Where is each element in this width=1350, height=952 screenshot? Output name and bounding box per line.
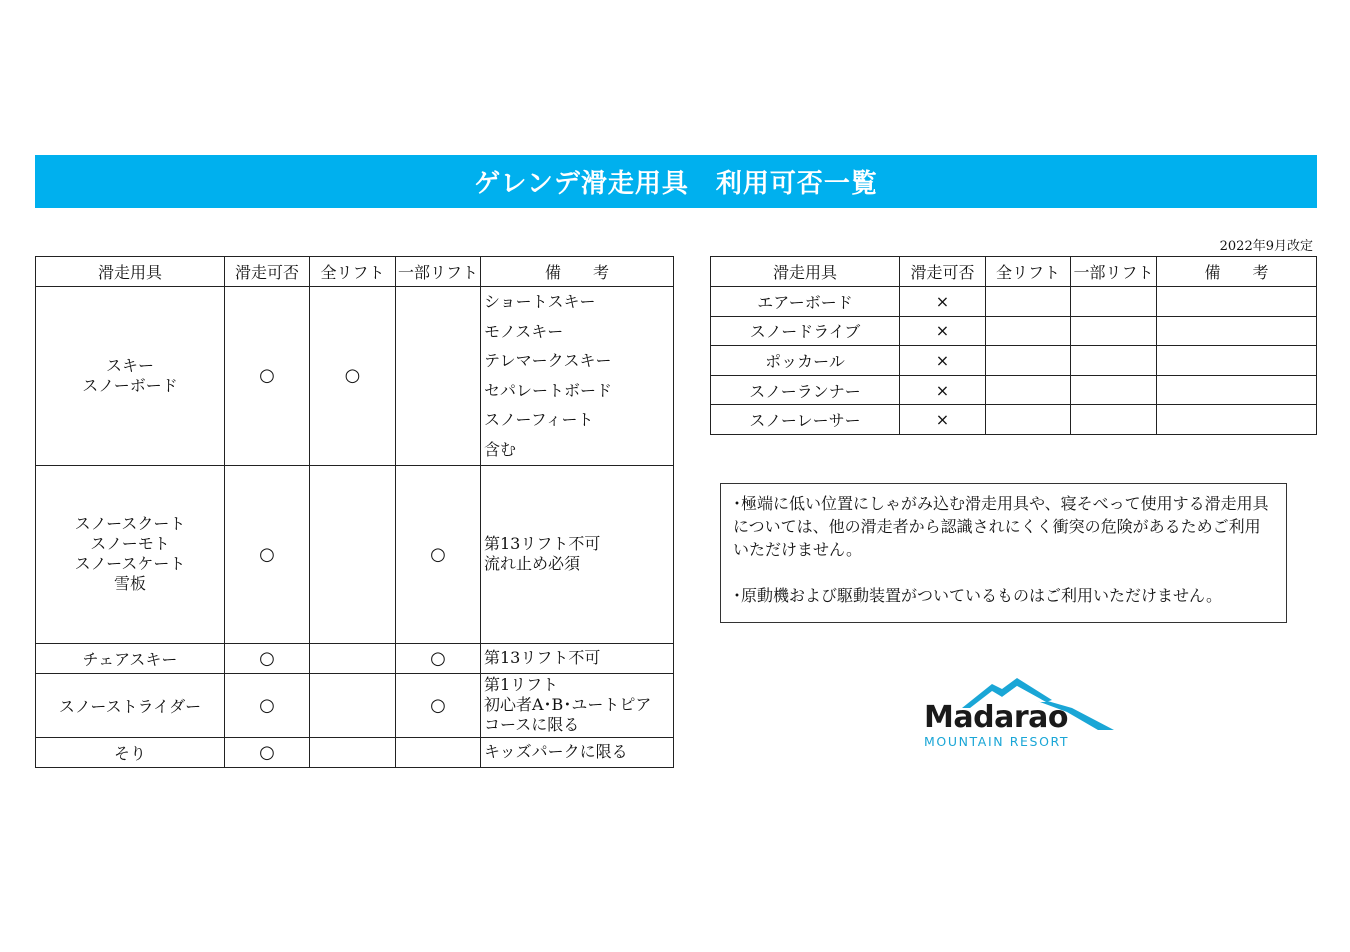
remark-line: テレマークスキー — [484, 351, 612, 371]
equipment-cell — [36, 465, 225, 643]
allowed-mark: ○ — [225, 465, 310, 643]
remark-line: 第1リフト — [484, 675, 559, 695]
equipment-name: 雪板 — [113, 574, 146, 594]
remark-line: スノーフィート — [484, 410, 594, 430]
table-row — [36, 673, 674, 737]
header-some-lifts: 一部リフト — [1071, 257, 1157, 287]
prohibited-equipment-table — [710, 256, 1317, 435]
logo-subtitle: MOUNTAIN RESORT — [924, 734, 1070, 749]
some-lifts-mark — [1071, 346, 1157, 376]
table-row — [36, 737, 674, 767]
remark-line: 含む — [484, 439, 517, 459]
remark-line: コースに限る — [484, 715, 580, 735]
equipment-name: スキー — [105, 355, 154, 375]
remark-line: 初心者A･B･ユートピア — [484, 695, 652, 715]
table-header-row — [36, 257, 674, 287]
table-row — [711, 346, 1317, 376]
remark-line: ショートスキー — [484, 292, 596, 311]
table-row — [711, 375, 1317, 405]
remarks-cell — [1157, 405, 1317, 435]
remark-line: 流れ止め必須 — [484, 554, 581, 574]
equipment-name: チェアスキー — [82, 649, 178, 669]
allowed-mark: ○ — [225, 737, 310, 767]
notice-text: ･極端に低い位置にしゃがみ込む滑走用具や、寝そべって使用する滑走用具については、他の滑走者から認識されにくく衝突の危険があるためご利用いただけません。 — [733, 494, 1269, 559]
remarks-cell — [481, 465, 674, 643]
equipment-name: スノースケート — [74, 554, 186, 574]
some-lifts-mark: ○ — [396, 673, 481, 737]
all-lifts-mark — [986, 316, 1071, 346]
allowed-mark: × — [900, 316, 986, 346]
some-lifts-mark — [1071, 375, 1157, 405]
remarks-cell — [481, 643, 674, 673]
all-lifts-mark — [986, 346, 1071, 376]
all-lifts-mark: ○ — [310, 287, 396, 466]
table-header-row — [711, 257, 1317, 287]
allowed-mark: × — [900, 375, 986, 405]
remarks-cell — [481, 673, 674, 737]
some-lifts-mark — [1071, 316, 1157, 346]
all-lifts-mark — [986, 405, 1071, 435]
equipment-name: そり — [113, 743, 146, 763]
notice-box — [720, 483, 1287, 623]
page-title: ゲレンデ滑走用具 利用可否一覧 — [35, 155, 1317, 208]
allowed-mark: × — [900, 405, 986, 435]
equipment-name: スノーランナー — [711, 375, 900, 405]
some-lifts-mark — [1071, 287, 1157, 317]
table-row — [711, 405, 1317, 435]
header-all-lifts: 全リフト — [986, 257, 1071, 287]
header-allowed: 滑走可否 — [900, 257, 986, 287]
header-some-lifts: 一部リフト — [396, 257, 481, 287]
allowed-mark: × — [900, 287, 986, 317]
remarks-cell — [481, 737, 674, 767]
allowed-mark: × — [900, 346, 986, 376]
equipment-name: スノーレーサー — [711, 405, 900, 435]
remark-line: 第13リフト不可 — [484, 534, 601, 554]
table-row — [711, 287, 1317, 317]
header-allowed: 滑走可否 — [225, 257, 310, 287]
header-equipment: 滑走用具 — [36, 257, 225, 287]
all-lifts-mark — [310, 737, 396, 767]
equipment-cell — [36, 737, 225, 767]
all-lifts-mark — [310, 673, 396, 737]
allowed-equipment-table — [35, 256, 674, 768]
equipment-name: スノースクート — [74, 514, 186, 534]
all-lifts-mark — [310, 643, 396, 673]
allowed-mark: ○ — [225, 643, 310, 673]
equipment-name: スノーボード — [82, 375, 178, 395]
table-row — [36, 643, 674, 673]
equipment-name: スノーモト — [90, 534, 170, 554]
notice-text: ･原動機および駆動装置がついているものはご利用いただけません。 — [733, 586, 1222, 605]
all-lifts-mark — [310, 465, 396, 643]
table-row — [711, 316, 1317, 346]
remarks-cell — [1157, 316, 1317, 346]
madarao-logo — [922, 672, 1117, 752]
some-lifts-mark — [396, 737, 481, 767]
equipment-cell — [36, 643, 225, 673]
allowed-mark: ○ — [225, 287, 310, 466]
header-remarks: 備 考 — [481, 257, 674, 287]
table-row — [36, 465, 674, 643]
remarks-cell — [481, 287, 674, 466]
some-lifts-mark — [1071, 405, 1157, 435]
header-all-lifts: 全リフト — [310, 257, 396, 287]
remark-line: モノスキー — [484, 321, 564, 341]
header-remarks: 備 考 — [1157, 257, 1317, 287]
equipment-name: ポッカール — [711, 346, 900, 376]
header-equipment: 滑走用具 — [711, 257, 900, 287]
some-lifts-mark: ○ — [396, 643, 481, 673]
some-lifts-mark — [396, 287, 481, 466]
remarks-cell — [1157, 287, 1317, 317]
remark-line: キッズパークに限る — [484, 742, 628, 762]
equipment-name: スノードライブ — [711, 316, 900, 346]
allowed-mark: ○ — [225, 673, 310, 737]
remark-line: セパレートボード — [484, 380, 613, 400]
logo-wordmark: Madarao — [924, 700, 1068, 735]
some-lifts-mark: ○ — [396, 465, 481, 643]
all-lifts-mark — [986, 375, 1071, 405]
equipment-name: スノーストライダー — [58, 696, 202, 716]
equipment-name: エアーボード — [711, 287, 900, 317]
all-lifts-mark — [986, 287, 1071, 317]
equipment-cell — [36, 673, 225, 737]
equipment-cell — [36, 287, 225, 466]
remark-line: 第13リフト不可 — [484, 648, 601, 668]
remarks-cell — [1157, 346, 1317, 376]
table-row — [36, 287, 674, 466]
revision-date: 2022年9月改定 — [1219, 239, 1313, 254]
remarks-cell — [1157, 375, 1317, 405]
